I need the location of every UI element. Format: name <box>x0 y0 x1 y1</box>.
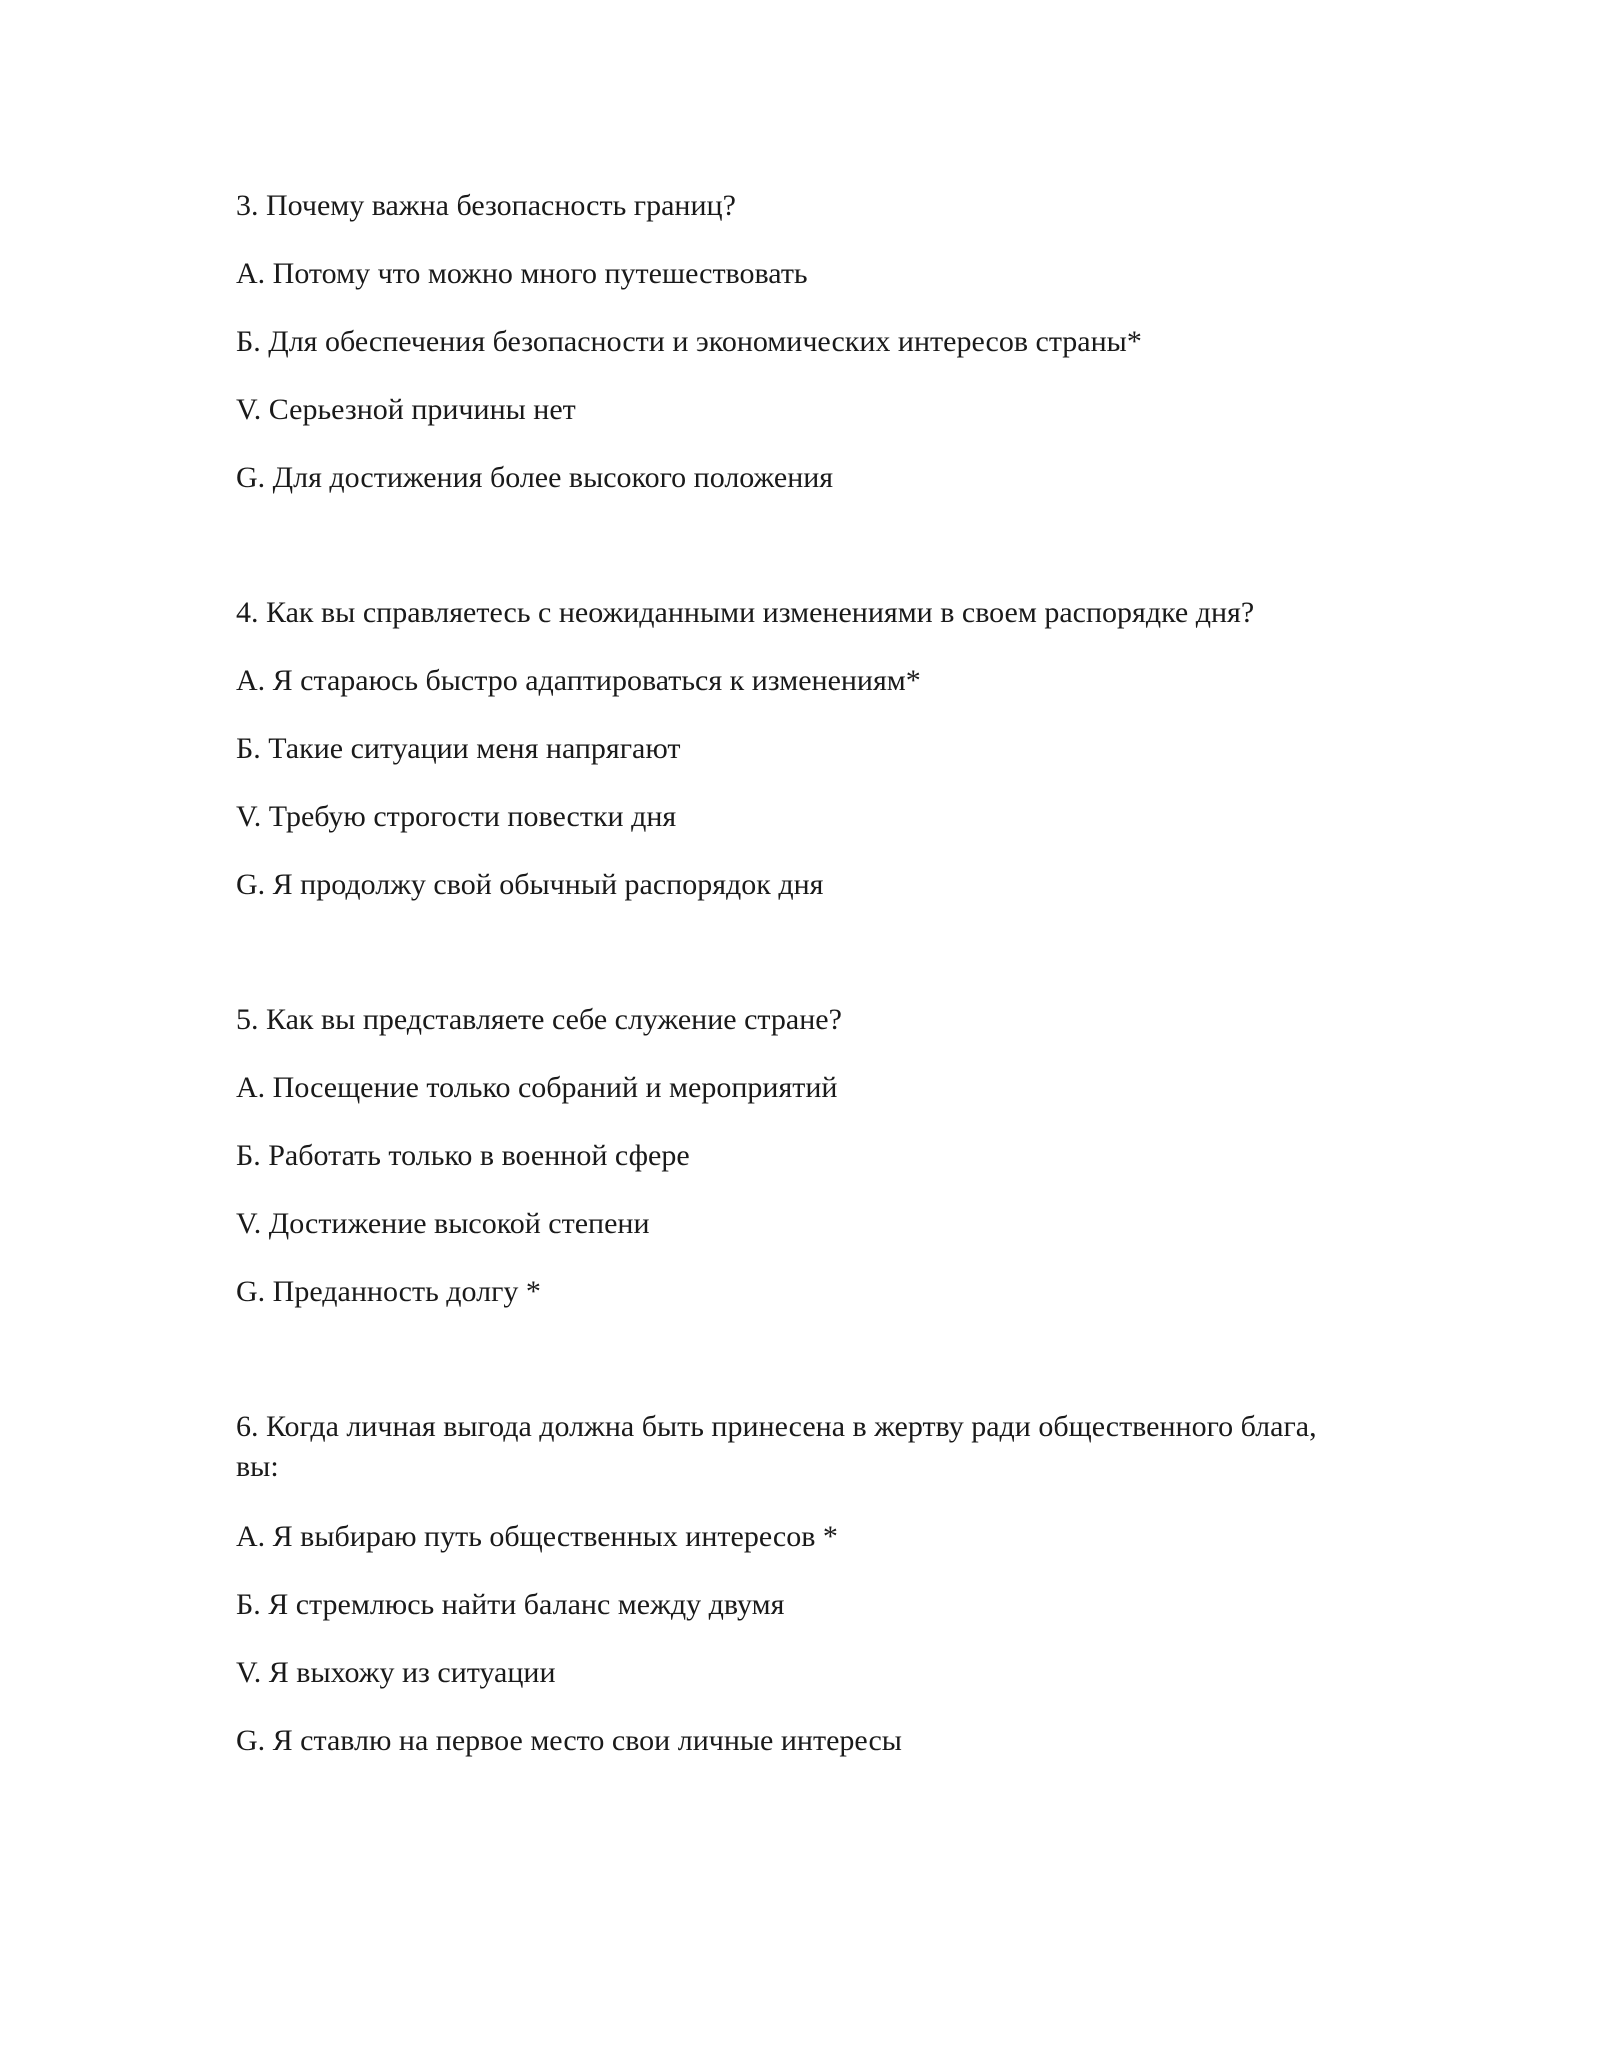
answer-option-g: G. Преданность долгу * <box>236 1275 541 1308</box>
answer-option-g: G. Я ставлю на первое место свои личные интересы <box>236 1724 902 1757</box>
answer-option-a: А. Потому что можно много путешествовать <box>236 257 808 290</box>
answer-option-b: Б. Такие ситуации меня напрягают <box>236 732 681 765</box>
answer-option-a: А. Я выбираю путь общественных интересов * <box>236 1520 838 1553</box>
answer-option-b: Б. Я стремлюсь найти баланс между двумя <box>236 1588 785 1621</box>
answer-option-v: V. Достижение высокой степени <box>236 1207 650 1240</box>
answer-option-v: V. Серьезной причины нет <box>236 393 576 426</box>
answer-option-a: А. Посещение только собраний и мероприятий <box>236 1071 838 1104</box>
answer-option-v: V. Я выхожу из ситуации <box>236 1656 556 1689</box>
question-text: 4. Как вы справляетесь с неожиданными изменениями в своем распорядке дня? <box>236 596 1255 629</box>
answer-option-a: А. Я стараюсь быстро адаптироваться к изменениям* <box>236 664 921 697</box>
answer-option-g: G. Я продолжу свой обычный распорядок дня <box>236 868 824 901</box>
question-text: 3. Почему важна безопасность границ? <box>236 189 736 222</box>
answer-option-v: V. Требую строгости повестки дня <box>236 800 677 833</box>
answer-option-b: Б. Для обеспечения безопасности и экономических интересов страны* <box>236 325 1142 358</box>
question-text: 5. Как вы представляете себе служение стране? <box>236 1003 842 1036</box>
answer-option-b: Б. Работать только в военной сфере <box>236 1139 690 1172</box>
answer-option-g: G. Для достижения более высокого положения <box>236 461 834 494</box>
question-text: 6. Когда личная выгода должна быть принесена в жертву ради общественного блага, вы: <box>236 1410 1317 1483</box>
